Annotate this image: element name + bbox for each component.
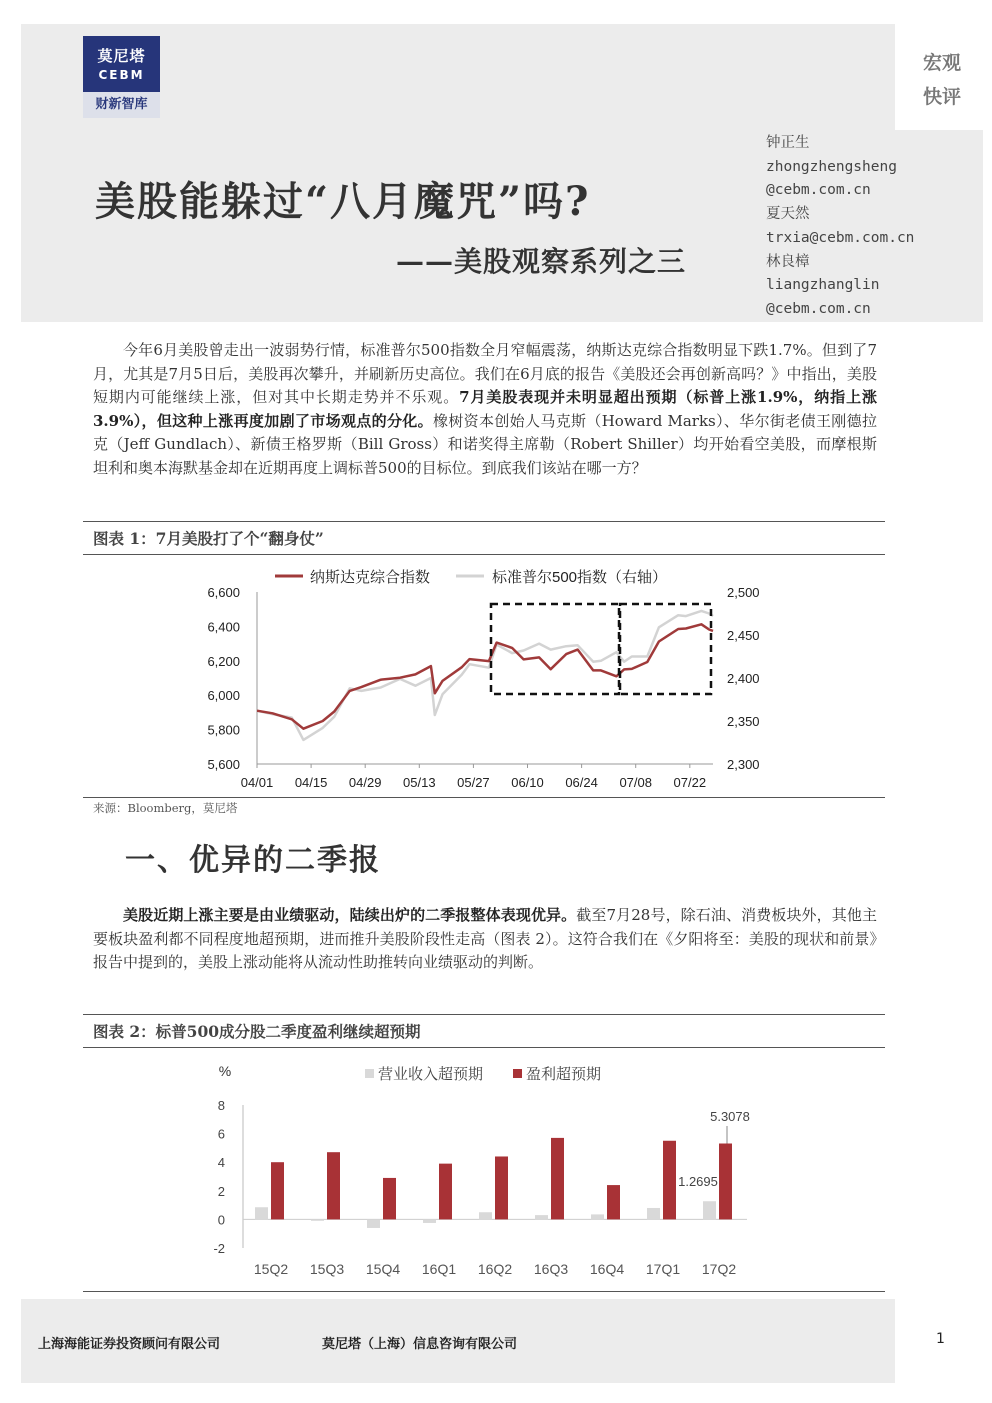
x-tick-label: 16Q4 [589,1261,625,1277]
legend-label-sp500: 标准普尔500指数（右轴） [492,569,668,586]
revenue-bar [479,1212,492,1219]
fig2-title: 图表 2：标普500成分股二季度盈利继续超预期 [93,1022,421,1041]
x-tick-label: 15Q2 [253,1261,289,1277]
x-tick-label: 17Q2 [701,1261,737,1277]
footer-company-2: 莫尼塔（上海）信息咨询有限公司 [322,1337,518,1352]
x-tick-label: 04/15 [294,775,328,790]
revenue-bar [255,1207,268,1219]
x-tick-label: 16Q2 [477,1261,513,1277]
y-tick-label: 2 [217,1183,225,1199]
y-tick-label: 4 [217,1155,225,1171]
author-line: 林良樟 [766,253,810,270]
intro-text-2: 橡树资本创始人马克斯（Howard Marks）、华尔街老债王刚德拉克（Jeff Gundlach）、新债王格罗斯（Bill Gross）和诺奖得主席勒（Robert Shiller）均开始看空美股，而摩根斯坦利和奥本海默基金却在近期再度上调标普500的目标位。到底我们该站在哪一方？ [93,411,877,477]
logo-en: CEBM [98,68,145,82]
author-line: zhongzhengsheng [766,158,897,175]
legend-swatch-revenue [365,1069,374,1078]
author-line: @cebm.com.cn [766,182,871,199]
tag-line-2: 快评 [922,86,961,108]
legend-label-nasdaq: 纳斯达克综合指数 [310,569,431,586]
author-line: 钟正生 [766,135,810,151]
earnings-bar [663,1141,676,1220]
earnings-bar [495,1156,508,1219]
earnings-bar [439,1164,452,1220]
revenue-bar [367,1219,380,1228]
revenue-bar [535,1215,548,1219]
tag-line-1: 宏观 [922,52,961,74]
dashed-box-july [620,604,711,694]
y-tick-label-left: 6,200 [207,653,240,669]
x-tick-label: 07/08 [619,775,652,790]
intro-text-1: 今年6月美股曾走出一波弱势行情，标准普尔500指数全月窄幅震荡，纳斯达克综合指数明显下跌1.7%。但到了7月，尤其是7月5日后，美股再次攀升，并刷新历史高位。我们在6月底的报告《美股还会再创新高吗？》中指出，美股短期内可能继续上涨，但对其中长期走势并不乐观。 [93,341,877,407]
y-tick-label: -2 [213,1241,225,1256]
earnings-bar [327,1152,340,1219]
intro-bold: 7月美股表现并未明显超出预期（标普上涨1.9%，纳指上涨3.9%），但这种上涨再度加剧了市场观点的分化。 [93,388,877,430]
fig2-mid-rule [83,1047,885,1048]
fig1-title: 图表 1：7月美股打了个“翻身仗” [93,529,324,548]
revenue-bar [703,1201,716,1219]
section1-paragraph [93,904,877,975]
fig1-line-chart [83,556,885,796]
section-heading: 一、优异的二季报 [125,843,381,878]
y-tick-label-right: 2,300 [727,757,760,772]
author-line: 夏天然 [766,206,810,223]
sp500-series-line [257,611,713,740]
cebm-logo [83,36,160,118]
x-tick-label: 04/01 [240,775,274,790]
earnings-bar [607,1185,620,1219]
logo-cn: 莫尼塔 [97,47,146,65]
y-tick-label-right: 2,500 [727,585,760,600]
y-tick-label-left: 6,600 [207,585,240,600]
report-type-tag [912,46,972,114]
y-tick-label-left: 5,800 [207,722,240,738]
revenue-bar [647,1208,660,1219]
x-tick-label: 16Q1 [421,1261,457,1277]
x-tick-label: 04/29 [348,775,382,790]
x-tick-label: 15Q4 [365,1261,401,1277]
x-tick-label: 05/27 [457,775,490,790]
y-tick-label-left: 6,400 [207,619,240,635]
y-tick-label: 8 [217,1098,225,1113]
legend-label-earnings: 盈利超预期 [526,1066,602,1083]
fig1-mid-rule [83,554,885,555]
fig2-bottom-rule [83,1291,885,1292]
y-tick-label-left: 6,000 [207,688,240,704]
author-line: @cebm.com.cn [766,300,871,317]
report-subtitle: ——美股观察系列之三 [396,245,687,278]
x-tick-label: 06/24 [565,775,598,790]
y-tick-label-right: 2,400 [727,671,760,686]
report-title: 美股能躲过“八月魔咒”吗? [95,178,591,225]
logo-sub: 财新智库 [83,92,160,118]
data-label-revenue-17q2: 1.2695 [678,1174,718,1189]
y-tick-label: 6 [217,1126,225,1142]
fig1-top-rule [83,521,885,522]
nasdaq-series-line [257,624,713,728]
x-tick-label: 05/13 [403,775,436,790]
legend-swatch-earnings [513,1069,522,1078]
section1-bold: 美股近期上涨主要是由业绩驱动，陆续出炉的二季报整体表现优异。 [123,906,577,924]
page-number: 1 [936,1331,945,1347]
earnings-bar [551,1138,564,1220]
revenue-bar [591,1214,604,1219]
fig2-top-rule [83,1014,885,1015]
intro-paragraph [93,339,877,481]
author-line: liangzhanglin [766,277,880,294]
x-tick-label: 06/10 [511,775,544,790]
author-list [766,132,914,322]
section1-text: 截至7月28号，除石油、消费板块外，其他主要板块盈利都不同程度地超预期，进而推升美股阶段性走高（图表 2）。这符合我们在《夕阳将至：美股的现状和前景》报告中提到的，美股上涨动能将从流动性助推转向业绩驱动的判断。 [93,906,877,972]
earnings-bar [719,1143,732,1219]
fig1-source: 来源：Bloomberg，莫尼塔 [93,801,238,815]
x-tick-label: 16Q3 [533,1261,569,1277]
earnings-bar [271,1162,284,1219]
data-label-earnings-17q2: 5.3078 [710,1109,750,1124]
x-tick-label: 15Q3 [309,1261,345,1277]
author-line: trxia@cebm.com.cn [766,229,915,246]
y-tick-label-left: 5,600 [207,757,240,772]
legend-label-revenue: 营业收入超预期 [378,1066,484,1083]
revenue-bar [423,1219,436,1223]
y-tick-label: 0 [217,1212,225,1228]
earnings-bar [383,1178,396,1219]
revenue-bar [311,1219,324,1220]
fig2-bar-chart [83,1049,885,1291]
y-tick-label-right: 2,450 [727,628,760,643]
x-tick-label: 17Q1 [645,1261,681,1277]
footer-company-1: 上海海能证券投资顾问有限公司 [38,1337,221,1352]
y-axis-unit: % [218,1063,232,1079]
y-tick-label-right: 2,350 [727,714,760,729]
fig1-bottom-rule [83,797,885,798]
x-tick-label: 07/22 [673,775,707,790]
